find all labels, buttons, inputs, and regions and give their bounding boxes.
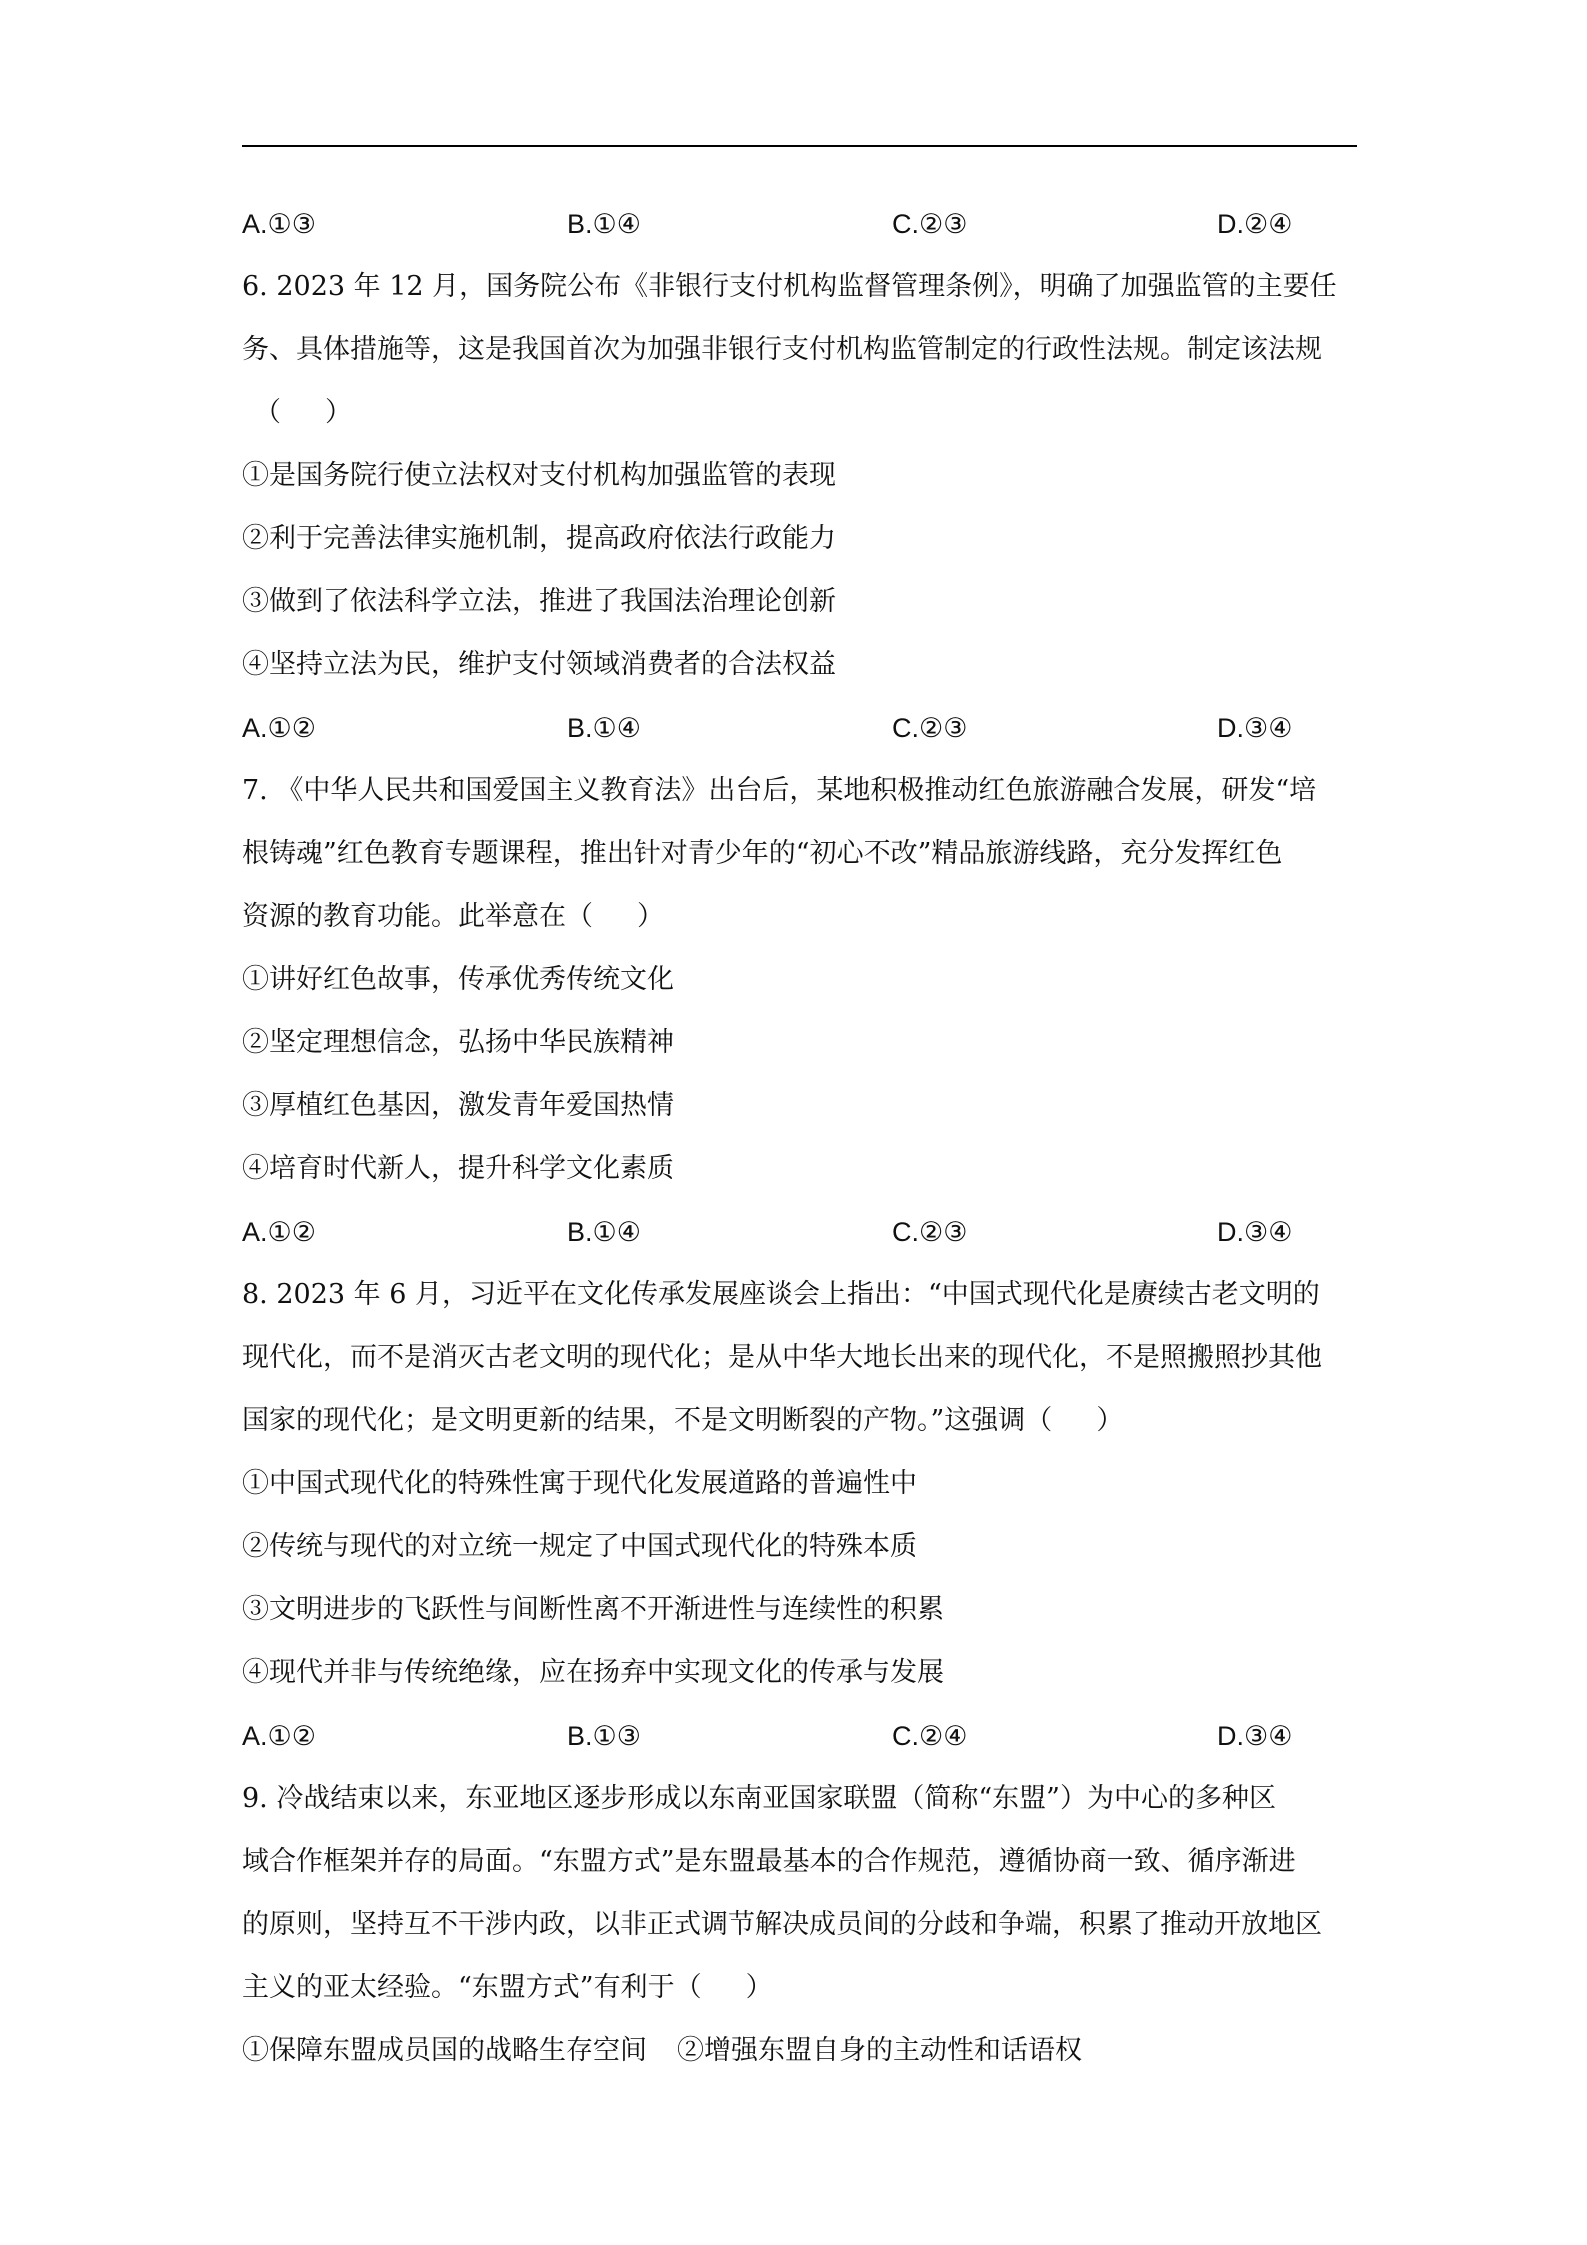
q8-option-c: C.②④ bbox=[892, 1721, 968, 1752]
q7-item-3: ③厚植红色基因，激发青年爱国热情 bbox=[242, 1090, 674, 1121]
q8-item-1: ①中国式现代化的特殊性寓于现代化发展道路的普遍性中 bbox=[242, 1468, 917, 1499]
q6-options bbox=[242, 708, 1357, 748]
q7-item-1: ①讲好红色故事，传承优秀传统文化 bbox=[242, 964, 674, 995]
q8-option-a: A.①② bbox=[242, 1721, 316, 1752]
q6-item-2: ②利于完善法律实施机制，提高政府依法行政能力 bbox=[242, 523, 836, 554]
q9-item-1: ①保障东盟成员国的战略生存空间 bbox=[242, 2035, 647, 2066]
q7-option-a: A.①② bbox=[242, 1217, 316, 1248]
q7-options bbox=[242, 1212, 1357, 1252]
q9-item-2: ②增强东盟自身的主动性和话语权 bbox=[677, 2035, 1082, 2066]
q6-option-b: B.①④ bbox=[567, 713, 641, 744]
q7-stem-line-2: 根铸魂”红色教育专题课程，推出针对青少年的“初心不改”精品旅游线路，充分发挥红色 bbox=[242, 838, 1283, 869]
q6-option-d: D.③④ bbox=[1217, 713, 1293, 744]
q9-stem-line-2: 域合作框架并存的局面。“东盟方式”是东盟最基本的合作规范，遵循协商一致、循序渐进 bbox=[242, 1846, 1296, 1877]
q9-stem-line-4: 主义的亚太经验。“东盟方式”有利于（ ） bbox=[242, 1972, 773, 2003]
q6-answer-blank: （ ） bbox=[254, 397, 352, 428]
q5-option-d: D.②④ bbox=[1217, 209, 1293, 240]
q8-options bbox=[242, 1716, 1357, 1756]
q9-items-row bbox=[242, 2031, 1082, 2071]
q6-item-1: ①是国务院行使立法权对支付机构加强监管的表现 bbox=[242, 460, 836, 491]
q5-options bbox=[242, 204, 1357, 244]
q7-option-c: C.②③ bbox=[892, 1217, 968, 1248]
q8-stem-line-1: 8. 2023 年 6 月，习近平在文化传承发展座谈会上指出：“中国式现代化是赓续古老文明的 bbox=[242, 1279, 1320, 1310]
q7-item-4: ④培育时代新人，提升科学文化素质 bbox=[242, 1153, 674, 1184]
q6-item-4: ④坚持立法为民，维护支付领域消费者的合法权益 bbox=[242, 649, 836, 680]
q9-stem-line-3: 的原则，坚持互不干涉内政，以非正式调节解决成员间的分歧和争端，积累了推动开放地区 bbox=[242, 1909, 1322, 1940]
q5-option-b: B.①④ bbox=[567, 209, 641, 240]
q7-option-b: B.①④ bbox=[567, 1217, 641, 1248]
q8-item-3: ③文明进步的飞跃性与间断性离不开渐进性与连续性的积累 bbox=[242, 1594, 944, 1625]
q9-stem-line-1: 9. 冷战结束以来，东亚地区逐步形成以东南亚国家联盟（简称“东盟”）为中心的多种区 bbox=[242, 1783, 1276, 1814]
q8-option-b: B.①③ bbox=[567, 1721, 641, 1752]
q8-option-d: D.③④ bbox=[1217, 1721, 1293, 1752]
q7-stem-line-1: 7. 《中华人民共和国爱国主义教育法》出台后，某地积极推动红色旅游融合发展，研发“培 bbox=[242, 775, 1317, 806]
q8-item-2: ②传统与现代的对立统一规定了中国式现代化的特殊本质 bbox=[242, 1531, 917, 1562]
q6-stem-line-2: 务、具体措施等，这是我国首次为加强非银行支付机构监管制定的行政性法规。制定该法规 bbox=[242, 334, 1322, 365]
q6-option-c: C.②③ bbox=[892, 713, 968, 744]
q7-item-2: ②坚定理想信念，弘扬中华民族精神 bbox=[242, 1027, 674, 1058]
q8-stem-line-3: 国家的现代化；是文明更新的结果，不是文明断裂的产物。”这强调（ ） bbox=[242, 1405, 1124, 1436]
q6-item-3: ③做到了依法科学立法，推进了我国法治理论创新 bbox=[242, 586, 836, 617]
header-rule bbox=[242, 145, 1357, 147]
q7-stem-line-3: 资源的教育功能。此举意在（ ） bbox=[242, 901, 664, 932]
q8-item-4: ④现代并非与传统绝缘，应在扬弃中实现文化的传承与发展 bbox=[242, 1657, 944, 1688]
q7-option-d: D.③④ bbox=[1217, 1217, 1293, 1248]
q5-option-c: C.②③ bbox=[892, 209, 968, 240]
q6-option-a: A.①② bbox=[242, 713, 316, 744]
q6-stem-line-1: 6. 2023 年 12 月，国务院公布《非银行支付机构监督管理条例》，明确了加强监管的主要任 bbox=[242, 271, 1337, 302]
q8-stem-line-2: 现代化，而不是消灭古老文明的现代化；是从中华大地长出来的现代化，不是照搬照抄其他 bbox=[242, 1342, 1322, 1373]
q5-option-a: A.①③ bbox=[242, 209, 316, 240]
